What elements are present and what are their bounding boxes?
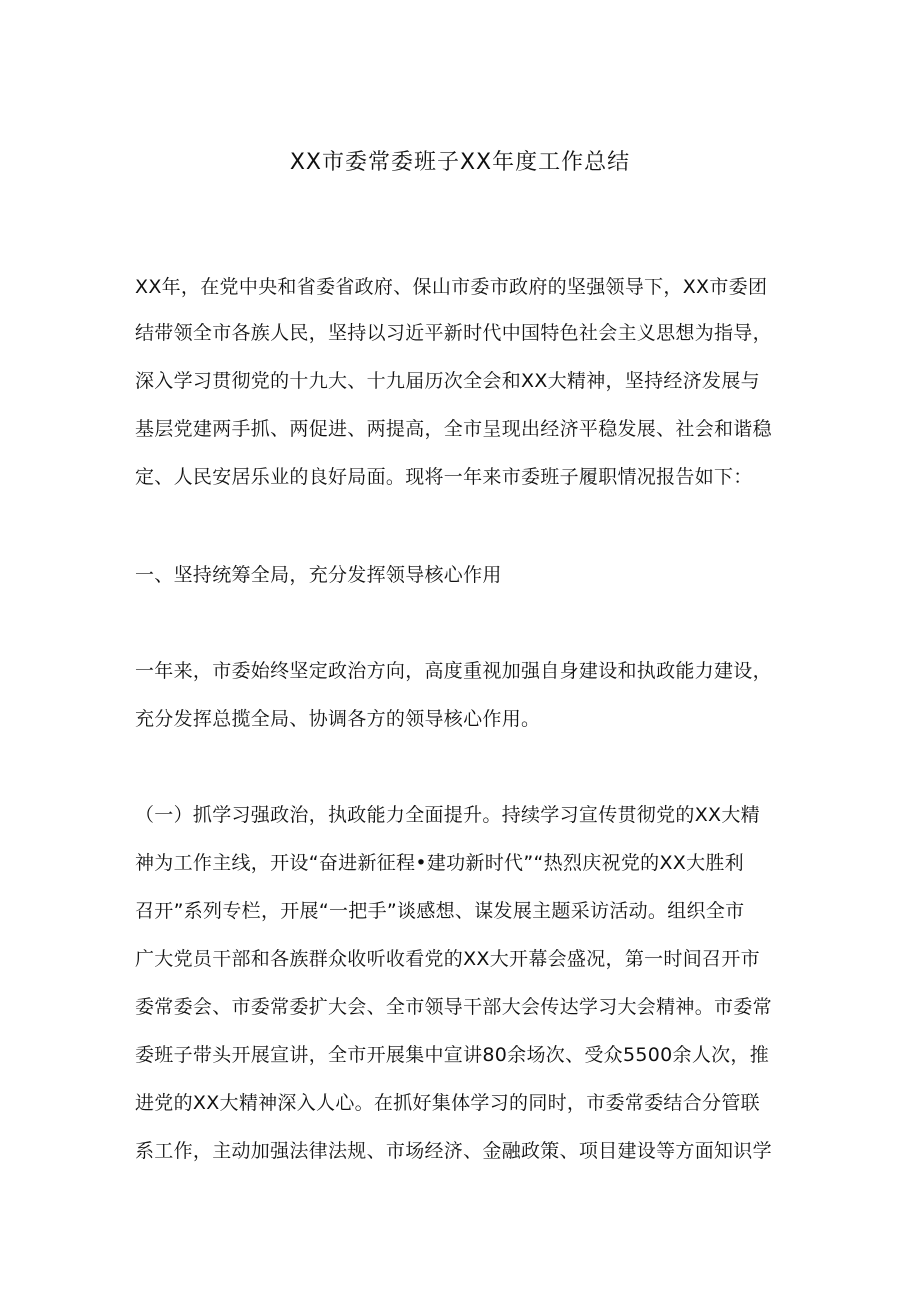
document-title: XX市委常委班子XX年度工作总结 <box>289 150 631 175</box>
intro-line-1: XX年，在党中央和省委省政府、保山市委市政府的坚强领导下，XX市委团 <box>135 276 768 298</box>
subsection1-line-2: 神为工作主线，开设“奋进新征程•建功新时代”“热烈庆祝党的XX大胜利 <box>135 852 744 874</box>
section1-line-2: 充分发挥总揽全局、协调各方的领导核心作用。 <box>135 708 541 730</box>
intro-line-5: 定、人民安居乐业的良好局面。现将一年来市委班子履职情况报告如下： <box>135 466 753 488</box>
intro-line-3: 深入学习贯彻党的十九大、十九届历次全会和XX大精神，坚持经济发展与 <box>135 370 760 392</box>
section1-line-1: 一年来，市委始终坚定政治方向，高度重视加强自身建设和执政能力建设， <box>135 660 772 682</box>
subsection1-line-7: 进党的XX大精神深入人心。在抓好集体学习的同时，市委常委结合分管联 <box>135 1092 760 1114</box>
subsection1-line-1: （一）抓学习强政治，执政能力全面提升。持续学习宣传贯彻党的XX大精 <box>135 804 760 826</box>
intro-line-2: 结带领全市各族人民，坚持以习近平新时代中国特色社会主义思想为指导， <box>135 322 772 344</box>
section-heading-1: 一、坚持统筹全局，充分发挥领导核心作用 <box>135 564 502 586</box>
subsection1-line-6: 委班子带头开展宣讲，全市开展集中宣讲80余场次、受众5500余人次，推 <box>135 1044 770 1066</box>
subsection1-line-5: 委常委会、市委常委扩大会、全市领导干部大会传达学习大会精神。市委常 <box>135 996 772 1018</box>
subsection1-line-8: 系工作，主动加强法律法规、市场经济、金融政策、项目建设等方面知识学 <box>135 1140 772 1162</box>
intro-line-4: 基层党建两手抓、两促进、两提高，全市呈现出经济平稳发展、社会和谐稳 <box>135 418 772 440</box>
subsection1-line-3: 召开”系列专栏，开展“一把手”谈感想、谋发展主题采访活动。组织全市 <box>135 900 745 922</box>
subsection1-line-4: 广大党员干部和各族群众收听收看党的XX大开幕会盛况，第一时间召开市 <box>135 948 760 970</box>
